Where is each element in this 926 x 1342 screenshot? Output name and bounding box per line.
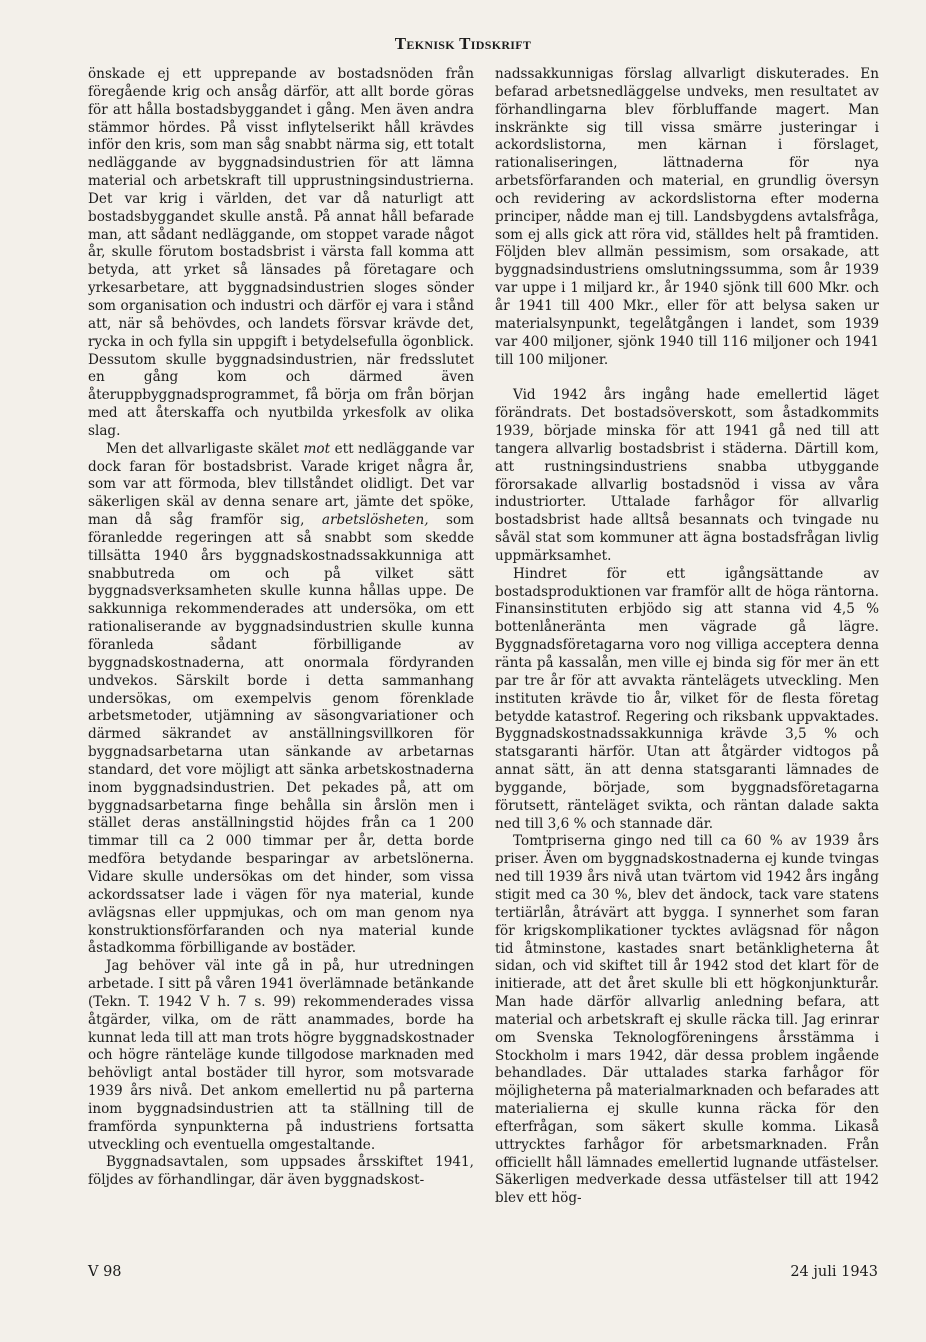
paragraph: önskade ej ett upprepande av bostadsnöden från föregående krig och ansåg därför, att allt borde göras för att hålla bostadsbyggandet i gång. Men även andra stämmor hördes. På visst inflytelserikt håll krävdes inför den kris, som man såg snabbt närma sig, ett totalt nedläggande av byggnadsindustrien för att lämna material och arbetskraft till upprustningsindustrierna. Det var krig i världen, det var då naturligt att bostadsbyggandet skulle anstå. På annat håll befarade man, att sådant nedläggande, om stoppet varade något år, skulle förutom bostadsbrist i värsta fall komma att betyda, att yrket så länsades på företagare och yrkesarbetare, att byggnadsindustrien sloges sönder som organisation och industri och därför ej vara i stånd att, när så behövdes, och landets försvar krävde det, rycka in och fylla sin uppgift i betydelsefulla ögonblick. Dessutom skulle byggnadsindustrien, när fredsslutet en gång kom och därmed även återuppbyggnadsprogrammet, få börja om från början med att återskaffa och nyutbilda yrkesfolk av olika slag.	[88, 66, 474, 439]
paragraph: Vid 1942 års ingång hade emellertid läget förändrats. Det bostadsöverskott, som åstadkommits 1939, började minska för att 1941 gå ned till att tangera allvarlig bostadsbrist i städerna. Därtill kom, att rustningsindustriens snabba utbyggande förorsakade allvarlig bostadsnöd i vissa av våra industriorter. Uttalade farhågor för allvarlig bostadsbrist hade alltså besannats och tvingade nu såväl stat som kommuner att ägna bostadsfrågan livlig uppmärksamhet.	[495, 387, 879, 564]
issue-date: 24 juli 1943	[790, 1264, 878, 1280]
paragraph: Men det allvarligaste skälet mot ett nedläggande var dock faran för bostadsbrist. Varade kriget några år, som var att förmoda, blev tillståndet olidligt. Det var säkerligen skäl av denna senare art, jämte det spöke, man då såg framför sig, arbetslösheten, som föranledde regeringen att så snabbt som skedde tillsätta 1940 års byggnadskostnadssakkunniga att snabbutreda om och på vilket sätt byggnadsverksamheten skulle kunna hållas uppe. De sakkunniga rekommenderades att undersöka, om ett rationaliserande av byggnadsindustrien skulle kunna föranleda sådant förbilligande av byggnadskostnaderna, att onormala fördyranden undvekos. Särskilt borde i detta sammanhang undersökas, om exempelvis genom förenklade arbetsmetoder, utjämning av säsongvariationer och därmed säkrandet av anställningsvillkoren för byggnadsarbetarna utan sänkande av arbetarnas standard, det vore möjligt att sänka arbetskostnaderna inom byggnadsindustrien. Det pekades på, att om byggnadsarbetarna finge behålla sin årslön men i stället deras anställningstid höjdes från ca 1 200 timmar till ca 2 000 timmar per år, detta borde medföra betydande besparingar av arbetslönerna. Vidare skulle undersökas om det hinder, som vissa ackordssatser lade i vägen för nya material, kunde avlägsnas eller uppmjukas, och om man genom nya konstruktionsförfaranden och nya material kunde åstadkomma förbilligande av bostäder.	[88, 440, 475, 957]
emphasis-mot: mot	[303, 440, 331, 457]
paragraph: Byggnadsavtalen, som uppsades årsskiftet 1941, följdes av förhandlingar, där även byggnadskost-	[88, 1154, 474, 1189]
paragraph: Hindret för ett igångsättande av bostadsproduktionen var framför allt de höga räntorna. Finansinstituten erbjödo sig att stanna vid 4,5 % bottenlåneränta men vägrade gå lägre. Byggnadsföretagarna voro nog villiga acceptera denna ränta på kassalån, men ville ej binda sig för mer än ett par tre år för att avvakta räntelägets utveckling. Men instituten krävde tio år, vilket för de flesta företag betydde katastrof. Regering och riksbank uppvaktades. Byggnadskostnadssakkunniga krävde 3,5 % och statsgaranti härför. Utan att åtgärder vidtogos på annat sätt, än att denna statsgaranti lämnades de byggande, började, som byggnadsföretagarna förutsett, ränteläget svikta, och räntan dalade sakta ned till 3,6 % och stannade där.	[495, 565, 879, 832]
paragraph: Jag behöver väl inte gå in på, hur utredningen arbetade. I sitt på våren 1941 överlämnade betänkande (Tekn. T. 1942 V h. 7 s. 99) rekommenderades vissa åtgärder, vilka, om de rätt anammades, borde ha kunnat leda till att man trots högre byggnadskostnader och högre räntelägе kunde tillgodose marknaden med behövligt antal bostäder till hyror, som motsvarade 1939 års nivå. Det ankom emellertid nu på parterna inom byggnadsindustrien att ta ställning till de framförda synpunkterna på industriens fortsatta utveckling och eventuella omgestaltande.	[88, 958, 474, 1153]
emphasis-arbetslosheten: arbetslösheten,	[321, 512, 429, 529]
right-column	[495, 66, 879, 1208]
page-number: V 98	[88, 1264, 122, 1280]
left-column	[88, 66, 474, 1190]
paragraph: Tomtpriserna gingo ned till ca 60 % av 1939 års priser. Även om byggnadskostnaderna ej kunde tvingas ned till 1939 års nivå utan tvärtom vid 1942 års ingång stigit med ca 30 %, blev det ändock, tack vare statens tertiärlån, åtrávärt att bygga. I synnerhet som faran för krigskomplikationer tycktes avlägsnad för någon tid åtminstone, kastades snart betänkligheterna åt sidan, och vid skiftet till år 1942 stod det klart för de initierade, att det året skulle bli ett högkonjunkturår. Man hade därför allvarlig anledning befara, att material och arbetskraft ej skulle räcka till. Jag erinrar om Svenska Teknologföreningens årsstämma i Stockholm i mars 1942, där dessa problem ingående behandlades. Där uttalades starka farhågor för möjligheterna på materialmarknaden och befarades att materialierna ej skulle kunna räcka för den efterfrågan, som säkert skulle komma. Likaså uttrycktes farhågor för arbetsmarknaden. Från officiellt håll lämnades emellertid lugnande utfästelser. Säkerligen medverkade dessa utfästelser till att 1942 blev ett hög-	[495, 833, 879, 1207]
journal-title: Teknisk Tidskrift	[394, 34, 532, 53]
paragraph: nadssakkunnigas förslag allvarligt diskuterades. En befarad arbetsnedläggelse undveks, men resultatet av förhandlingarna blev förbluffande magert. Man inskränkte sig till vissa smärre justeringar i ackordslistorna, men kärnan i förslaget, rationaliseringen, lättnaderna för nya arbetsförfaranden och material, en grundlig översyn och revidering av ackordslistorna efter moderna principer, nådde man ej till. Landsbygdens avtalsfråga, som ej alls gick att röra vid, ställdes helt på framtiden. Följden blev allmän pessimism, som orsakade, att byggnadsindustriens omslutningssumma, som år 1939 var uppe i 1 miljard kr., år 1940 sjönk till 600 Mkr. och år 1941 till 400 Mkr., eller för att belysa saken ur materialsynpunkt, tegelåtgången i landet, som 1939 var 400 miljoner, sjönk 1940 till 116 miljoner och 1941 till 100 miljoner.	[495, 66, 879, 368]
